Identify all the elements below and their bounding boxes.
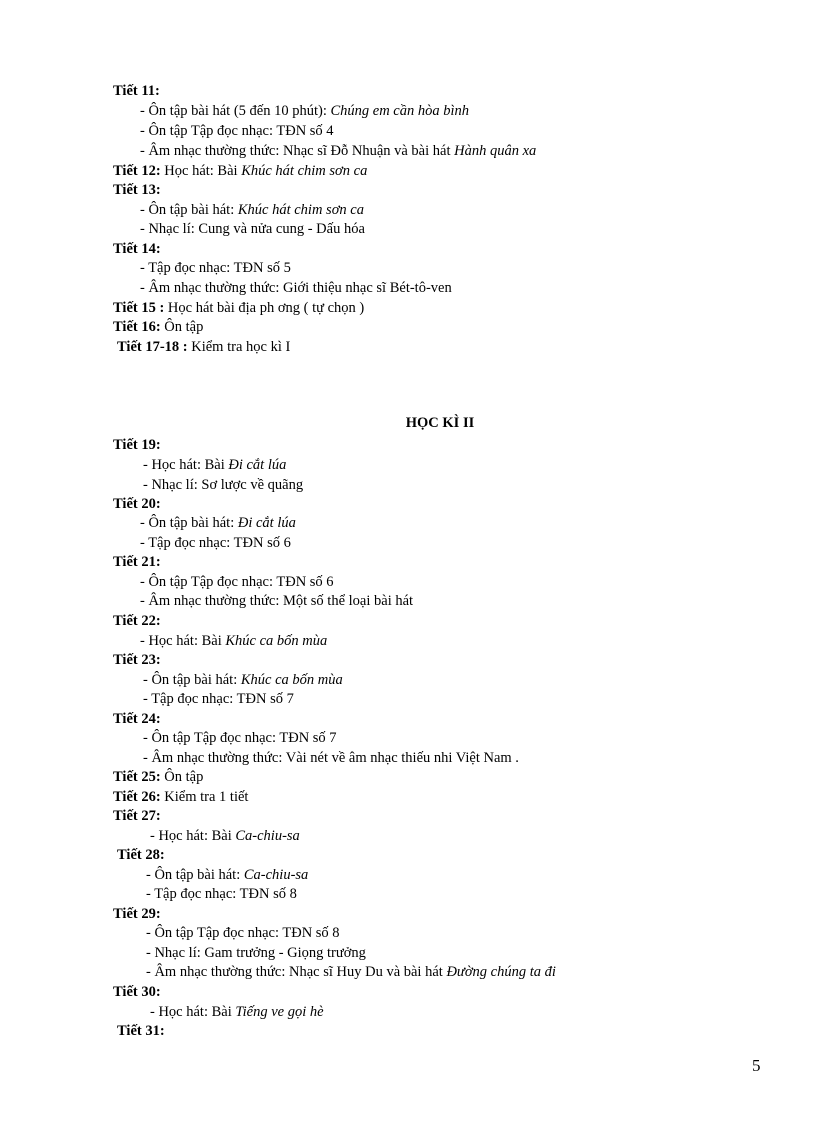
lesson-20-song-title: Đi cắt lúa — [237, 515, 296, 531]
lesson-16-line — [113, 318, 203, 336]
lesson-25-line — [113, 768, 203, 786]
lesson-23-heading: Tiết 23: — [113, 652, 161, 668]
lesson-22-line-1 — [140, 632, 327, 650]
lesson-30-line-1-text: - Học hát: Bài — [150, 1004, 236, 1020]
lesson-11-heading: Tiết 11: — [113, 83, 160, 99]
lesson-27-line-1-text: - Học hát: Bài — [150, 828, 236, 844]
lesson-21-heading: Tiết 21: — [113, 554, 161, 570]
lesson-20-line-1-text: - Ôn tập bài hát: — [140, 515, 238, 531]
lesson-14-heading: Tiết 14: — [113, 241, 161, 257]
lesson-12-text: Học hát: Bài — [160, 163, 242, 179]
lesson-27-line-1 — [150, 827, 300, 845]
lesson-17-18-text: Kiểm tra học kì I — [187, 339, 291, 355]
lesson-23-line-2: - Tập đọc nhạc: TĐN số 7 — [143, 691, 294, 707]
lesson-25-text: Ôn tập — [160, 769, 204, 785]
lesson-16-text: Ôn tập — [160, 319, 204, 335]
lesson-11-line-2: - Ôn tập Tập đọc nhạc: TĐN số 4 — [140, 123, 334, 139]
lesson-17-18-heading: Tiết 17-18 : — [117, 339, 188, 355]
lesson-14-line-2: - Âm nhạc thường thức: Giới thiệu nhạc sĩ Bét-tô-ven — [140, 280, 452, 296]
lesson-29-line-1: - Ôn tập Tập đọc nhạc: TĐN số 8 — [146, 925, 340, 941]
lesson-27-song-title: Ca-chiu-sa — [235, 828, 300, 844]
lesson-30-heading: Tiết 30: — [113, 984, 161, 1000]
lesson-24-line-2: - Âm nhạc thường thức: Vài nét về âm nhạc thiếu nhi Việt Nam . — [143, 750, 519, 766]
lesson-22-song-title: Khúc ca bốn mùa — [225, 633, 328, 649]
lesson-24-line-1: - Ôn tập Tập đọc nhạc: TĐN số 7 — [143, 730, 337, 746]
page-number: 5 — [752, 1056, 761, 1075]
lesson-23-line-1 — [143, 671, 343, 689]
lesson-29-song-title: Đường chúng ta đi — [446, 964, 556, 980]
lesson-13-line-1 — [140, 201, 364, 219]
lesson-30-line-1 — [150, 1003, 324, 1021]
lesson-20-line-2: - Tập đọc nhạc: TĐN số 6 — [140, 535, 291, 551]
lesson-29-line-2: - Nhạc lí: Gam trưởng - Giọng trưởng — [146, 945, 366, 961]
lesson-12-heading: Tiết 12: — [113, 163, 161, 179]
lesson-19-song-title: Đi cắt lúa — [228, 457, 287, 473]
lesson-29-line-3-text: - Âm nhạc thường thức: Nhạc sĩ Huy Du và bài hát — [146, 964, 447, 980]
lesson-16-heading: Tiết 16: — [113, 319, 161, 335]
lesson-28-song-title: Ca-chiu-sa — [243, 867, 309, 883]
lesson-26-heading: Tiết 26: — [113, 789, 161, 805]
lesson-13-line-2: - Nhạc lí: Cung và nửa cung - Dấu hóa — [140, 221, 365, 237]
lesson-12-song-title: Khúc hát chim sơn ca — [241, 163, 368, 179]
lesson-17-18-line — [117, 338, 290, 356]
lesson-15-line — [113, 299, 364, 317]
lesson-20-line-1 — [140, 514, 296, 532]
lesson-11-song-title: Chúng em cần hòa bình — [330, 103, 470, 119]
lesson-30-song-title: Tiếng ve gọi hè — [235, 1004, 324, 1020]
lesson-23-line-1-text: - Ôn tập bài hát: — [143, 672, 241, 688]
lesson-11-line-1-text: - Ôn tập bài hát (5 đến 10 phút): — [140, 103, 331, 119]
lesson-13-line-1-text: - Ôn tập bài hát: — [140, 202, 238, 218]
lesson-15-text: Học hát bài địa ph ơng ( tự chọn ) — [164, 300, 365, 316]
lesson-28-line-1-text: - Ôn tập bài hát: — [146, 867, 244, 883]
lesson-12-line — [113, 162, 367, 180]
lesson-19-heading: Tiết 19: — [113, 437, 161, 453]
lesson-26-line — [113, 788, 248, 806]
term-2-title: HỌC KÌ II — [405, 415, 475, 431]
lesson-11-song-title-2: Hành quân xa — [454, 143, 537, 159]
lesson-11-line-3 — [140, 142, 536, 160]
lesson-26-text: Kiểm tra 1 tiết — [160, 789, 249, 805]
lesson-22-heading: Tiết 22: — [113, 613, 161, 629]
lesson-21-line-1: - Ôn tập Tập đọc nhạc: TĐN số 6 — [140, 574, 334, 590]
lesson-22-line-1-text: - Học hát: Bài — [140, 633, 226, 649]
lesson-29-line-3 — [146, 963, 556, 981]
lesson-19-line-1-text: - Học hát: Bài — [143, 457, 229, 473]
lesson-24-heading: Tiết 24: — [113, 711, 161, 727]
lesson-19-line-2: - Nhạc lí: Sơ lược về quãng — [143, 477, 304, 493]
lesson-29-heading: Tiết 29: — [113, 906, 161, 922]
lesson-21-line-2: - Âm nhạc thường thức: Một số thể loại bài hát — [140, 593, 414, 609]
lesson-23-song-title: Khúc ca bốn mùa — [240, 672, 343, 688]
lesson-11-line-3-text: - Âm nhạc thường thức: Nhạc sĩ Đỗ Nhuận và bài hát — [140, 143, 455, 159]
lesson-20-heading: Tiết 20: — [113, 496, 161, 512]
lesson-14-line-1: - Tập đọc nhạc: TĐN số 5 — [140, 260, 291, 276]
lesson-11-line-1 — [140, 102, 469, 120]
lesson-25-heading: Tiết 25: — [113, 769, 161, 785]
lesson-28-line-2: - Tập đọc nhạc: TĐN số 8 — [146, 886, 297, 902]
lesson-15-heading: Tiết 15 : — [113, 300, 165, 316]
lesson-13-song-title: Khúc hát chim sơn ca — [237, 202, 364, 218]
lesson-28-line-1 — [146, 866, 308, 884]
lesson-28-heading: Tiết 28: — [117, 847, 165, 863]
lesson-13-heading: Tiết 13: — [113, 182, 161, 198]
lesson-19-line-1 — [143, 456, 286, 474]
lesson-27-heading: Tiết 27: — [113, 808, 161, 824]
lesson-31-heading: Tiết 31: — [117, 1023, 165, 1039]
